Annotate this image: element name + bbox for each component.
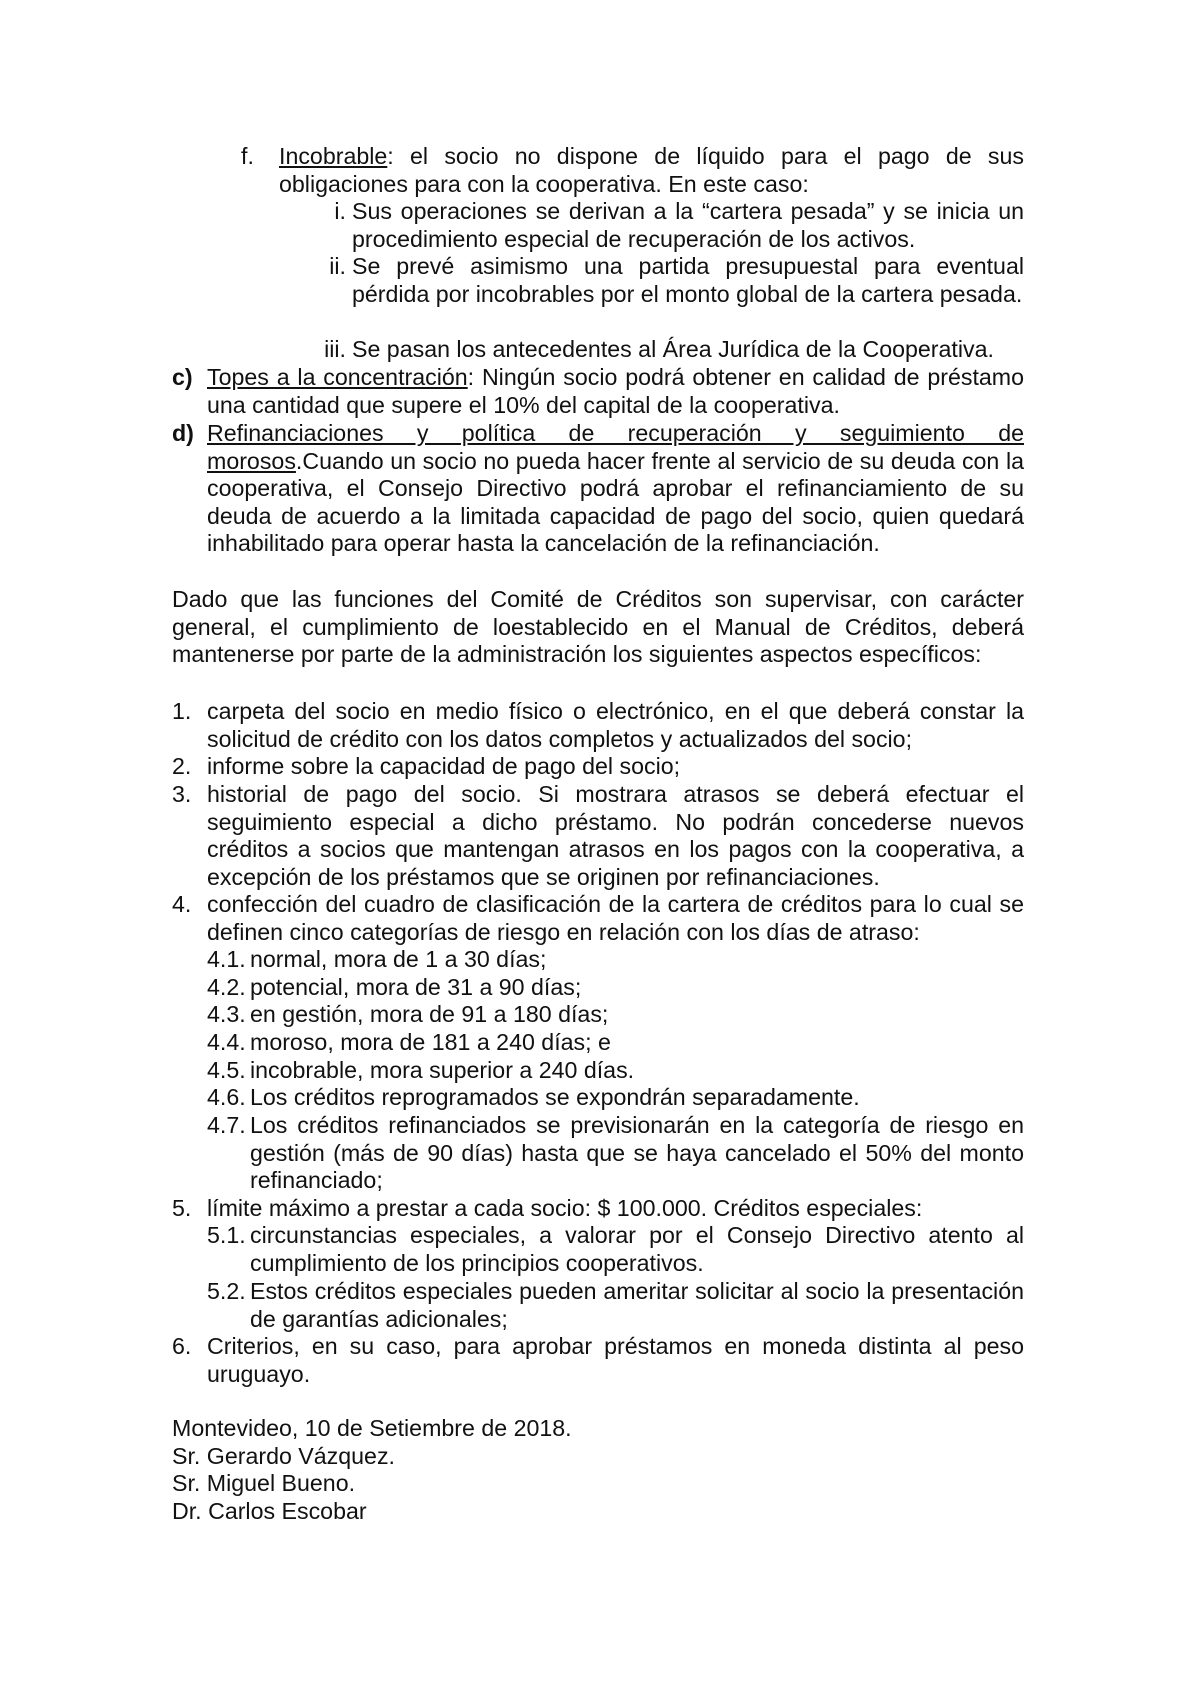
list-marker: 4.1. [207, 946, 246, 972]
list-marker: d) [172, 420, 194, 446]
list-marker: 4.3. [207, 1001, 246, 1027]
list-item-text [207, 364, 1024, 419]
signatory-2: Sr. Miguel Bueno. [172, 1470, 356, 1497]
list-marker: 5.2. [207, 1278, 246, 1304]
list-item-text: Los créditos reprogramados se expondrán separadamente. [250, 1084, 860, 1110]
list-item-text: Sus operaciones se derivan a la “cartera pesada” y se inicia un procedimiento especial de recuperación de los activos. [352, 198, 1024, 252]
term-topes: Topes a la concentración [207, 364, 468, 390]
term-incobrable: Incobrable [279, 143, 388, 169]
list-marker: f. [241, 143, 254, 169]
list-marker: 4.4. [207, 1029, 246, 1055]
list-item-text: Se pasan los antecedentes al Área Jurídica de la Cooperativa. [352, 336, 994, 362]
term-refinanciaciones: Refinanciaciones y política de recuperación y seguimiento de [207, 420, 1024, 446]
intro-paragraph: Dado que las funciones del Comité de Créditos son supervisar, con carácter general, el cumplimiento de loestablecido en el Manual de Créditos, deberá mantenerse por parte de la administración los siguientes aspectos específicos: [172, 586, 1024, 668]
list-item-text: historial de pago del socio. Si mostrara atrasos se deberá efectuar el seguimiento especial a dicho préstamo. No podrán concederse nuevos créditos a socios que mantengan atrasos en los pagos con la cooperativa, a excepción de los préstamos que se originen por refinanciaciones. [207, 781, 1024, 890]
list-item-text: carpeta del socio en medio físico o electrónico, en el que deberá constar la solicitud de crédito con los datos completos y actualizados del socio; [207, 698, 1024, 752]
list-item-text: límite máximo a prestar a cada socio: $ 100.000. Créditos especiales: [207, 1195, 923, 1221]
list-item-text: circunstancias especiales, a valorar por el Consejo Directivo atento al cumplimiento de los principios cooperativos. [250, 1222, 1024, 1276]
item-d-text: .Cuando un socio no pueda hacer frente al servicio de su deuda con la cooperativa, el Consejo Directivo podrá aprobar el refinanciamiento de su deuda de acuerdo a la limitada capacidad de pago del socio, quien quedará inhabilitado para operar hasta la cancelación de la refinanciación. [207, 447, 1024, 557]
list-marker: 5.1. [207, 1222, 246, 1248]
term-morosos: morosos [207, 447, 296, 474]
list-item-text [207, 420, 1024, 558]
item-c-body: : Ningún socio podrá obtener en calidad de préstamo una cantidad que supere el 10% del capital de la cooperativa. [207, 364, 1024, 418]
list-item-text: confección del cuadro de clasificación de la cartera de créditos para lo cual se definen cinco categorías de riesgo en relación con los días de atraso: [207, 891, 1024, 945]
signatory-3: Dr. Carlos Escobar [172, 1497, 367, 1524]
list-item-text: potencial, mora de 31 a 90 días; [250, 974, 582, 1000]
list-item-text: en gestión, mora de 91 a 180 días; [250, 1001, 609, 1027]
list-item-text: informe sobre la capacidad de pago del socio; [207, 753, 681, 779]
list-marker: iii. [324, 336, 346, 362]
list-marker: 1. [172, 698, 192, 724]
list-item-text: Criterios, en su caso, para aprobar préstamos en moneda distinta al peso uruguayo. [207, 1333, 1024, 1387]
list-marker: i. [334, 198, 346, 224]
list-marker: 2. [172, 753, 192, 779]
list-marker: 6. [172, 1333, 192, 1359]
signatory-1: Sr. Gerardo Vázquez. [172, 1442, 395, 1469]
list-item-text [279, 143, 1024, 198]
list-marker: ii. [329, 253, 346, 279]
list-marker: 4. [172, 891, 192, 917]
list-marker: 4.6. [207, 1084, 246, 1110]
item-d-body [207, 448, 1024, 558]
list-item-text: Se prevé asimismo una partida presupuestal para eventual pérdida por incobrables por el monto global de la cartera pesada. [352, 253, 1024, 307]
closing-block [172, 1415, 1024, 1525]
list-marker: 4.7. [207, 1112, 246, 1138]
list-marker: 5. [172, 1195, 192, 1221]
list-item-text: Estos créditos especiales pueden ameritar solicitar al socio la presentación de garantías adicionales; [250, 1278, 1024, 1332]
item-f-body: : el socio no dispone de líquido para el pago de sus obligaciones para con la cooperativa. En este caso: [279, 143, 1024, 197]
list-marker: c) [172, 364, 193, 390]
list-marker: 3. [172, 781, 192, 807]
list-marker: 4.5. [207, 1057, 246, 1083]
date-line: Montevideo, 10 de Setiembre de 2018. [172, 1415, 572, 1441]
list-item-text: incobrable, mora superior a 240 días. [250, 1057, 635, 1083]
list-item-text: normal, mora de 1 a 30 días; [250, 946, 547, 972]
list-item-text: moroso, mora de 181 a 240 días; e [250, 1029, 611, 1055]
list-marker: 4.2. [207, 974, 246, 1000]
list-item-text: Los créditos refinanciados se previsionarán en la categoría de riesgo en gestión (más de 90 días) hasta que se haya cancelado el 50% del monto refinanciado; [250, 1112, 1024, 1194]
